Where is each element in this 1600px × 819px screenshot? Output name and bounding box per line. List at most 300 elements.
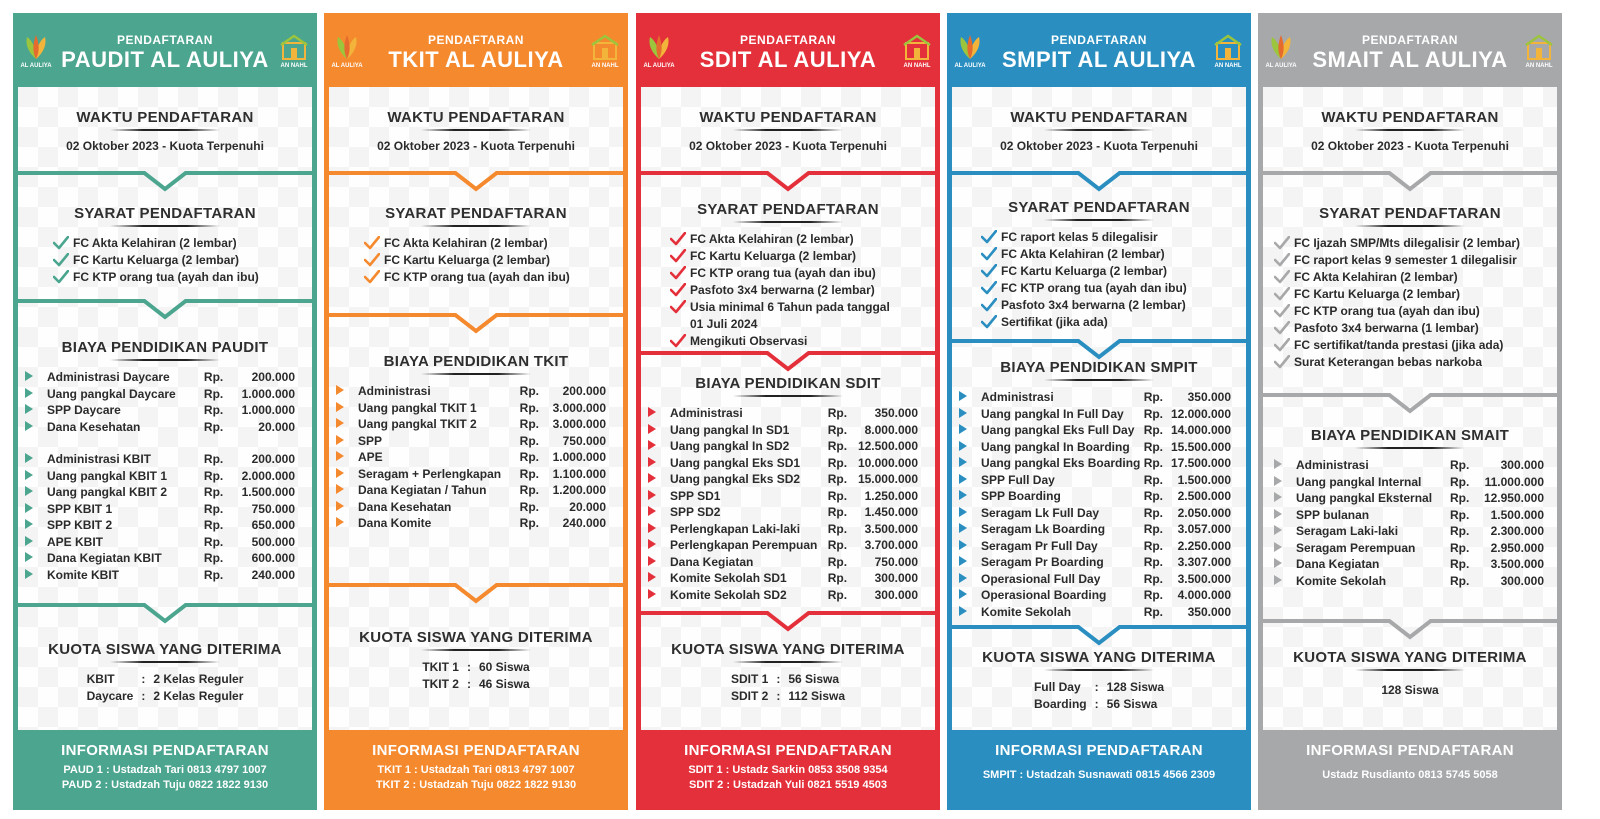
- fee-row: [1274, 507, 1544, 524]
- fee-label: Uang pangkal In Boarding: [981, 439, 1130, 454]
- fee-amount: 300.000: [1500, 458, 1544, 472]
- arrow-bullet-icon: [336, 482, 358, 499]
- fee-label: Uang pangkal Eks SD2: [670, 472, 801, 486]
- kuota-row: [1030, 679, 1168, 696]
- panel-tkit: [324, 13, 628, 810]
- waktu-date: 02 Oktober 2023 - Kuota Terpenuhi: [1311, 139, 1509, 153]
- fee-table: [336, 383, 606, 532]
- biaya-title: BIAYA PENDIDIKAN SMPIT: [1000, 359, 1198, 376]
- panel-header: [324, 13, 628, 87]
- arrow-bullet-icon: [1274, 507, 1296, 524]
- logo-caption: AL AULIYA: [1265, 63, 1297, 69]
- fee-label: APE: [358, 450, 383, 464]
- fee-label: Uang pangkal TKIT 2: [358, 417, 477, 431]
- fee-row: [648, 587, 918, 604]
- header-pre: PENDAFTARAN: [1051, 33, 1147, 47]
- arrow-bullet-icon: [648, 405, 670, 422]
- arrow-bullet-icon: [648, 504, 670, 521]
- kuota-section: [636, 641, 940, 705]
- biaya-section: [947, 359, 1251, 620]
- fee-amount: 600.000: [251, 551, 295, 565]
- fee-label: SPP Daycare: [47, 403, 121, 417]
- fee-currency: Rp.: [519, 516, 539, 530]
- arrow-bullet-icon: [648, 471, 670, 488]
- arrow-bullet-icon: [25, 501, 47, 518]
- fee-row: [959, 439, 1231, 456]
- fee-label: Operasional Full Day: [981, 571, 1101, 586]
- fee-row: [336, 449, 606, 466]
- arrow-bullet-icon: [25, 386, 47, 403]
- fee-currency: Rp.: [203, 452, 224, 466]
- panel-header: [636, 13, 940, 87]
- check-icon: [364, 236, 380, 250]
- arrow-bullet-icon: [959, 604, 981, 621]
- syarat-text: FC KTP orang tua (ayah dan ibu): [1001, 281, 1187, 295]
- fee-row: [959, 472, 1231, 489]
- fee-label: Seragam Laki-laki: [1296, 524, 1399, 538]
- fee-amount: 240.000: [251, 567, 295, 582]
- fee-currency: Rp.: [519, 400, 539, 415]
- fee-amount: 300.000: [1500, 573, 1544, 588]
- leaf-logo-icon: [1264, 33, 1298, 71]
- title-underline: [1355, 129, 1465, 131]
- fee-currency: Rp.: [1143, 522, 1164, 536]
- fee-amount: 240.000: [562, 516, 606, 530]
- title-underline: [733, 661, 843, 663]
- info-contact: Ustadz Rusdianto 0813 5745 5058: [1322, 769, 1498, 781]
- syarat-item: [670, 282, 940, 299]
- biaya-section: [636, 375, 940, 603]
- syarat-text: FC KTP orang tua (ayah dan ibu): [73, 270, 259, 284]
- fee-currency: Rp.: [519, 417, 539, 431]
- leaf-logo-icon: [953, 33, 987, 71]
- fee-row: [1274, 490, 1544, 507]
- panel-paud: [13, 13, 317, 810]
- arrow-bullet-icon: [959, 505, 981, 522]
- fee-currency: Rp.: [203, 370, 224, 384]
- waktu-date: 02 Oktober 2023 - Kuota Terpenuhi: [1000, 139, 1198, 153]
- check-icon: [1274, 236, 1290, 250]
- fee-label: Uang pangkal KBIT 2: [47, 485, 168, 499]
- chevron-divider-icon: [636, 171, 940, 193]
- title-underline: [1044, 129, 1154, 131]
- syarat-text: FC Kartu Keluarga (2 lembar): [690, 249, 857, 263]
- fee-label: SPP: [358, 433, 383, 448]
- fee-amount: 3.000.000: [552, 417, 606, 431]
- arrow-bullet-icon: [25, 567, 47, 584]
- logo-caption: AN NAHL: [903, 63, 931, 69]
- panel-header: [1258, 13, 1562, 87]
- kuota-label: TKIT 1: [422, 660, 459, 674]
- info-title: INFORMASI PENDAFTARAN: [61, 742, 269, 759]
- fee-amount: 750.000: [251, 501, 295, 516]
- kuota-value: 56 Siswa: [788, 672, 840, 686]
- fee-amount: 1.100.000: [552, 466, 606, 481]
- check-icon: [364, 253, 380, 267]
- fee-currency: Rp.: [203, 518, 224, 532]
- arrow-bullet-icon: [648, 455, 670, 472]
- kuota-value: 112 Siswa: [788, 689, 846, 703]
- fee-row: [25, 419, 295, 436]
- biaya-title: BIAYA PENDIDIKAN TKIT: [383, 353, 569, 370]
- fee-currency: Rp.: [827, 488, 848, 503]
- arrow-bullet-icon: [25, 451, 47, 468]
- fee-row: [25, 369, 295, 386]
- logo-caption: AL AULIYA: [954, 63, 986, 69]
- title-underline: [733, 129, 843, 131]
- arrow-bullet-icon: [25, 484, 47, 501]
- arrow-bullet-icon: [648, 587, 670, 604]
- fee-currency: Rp.: [1143, 472, 1164, 487]
- syarat-text: 01 Juli 2024: [690, 317, 758, 331]
- arrow-bullet-icon: [959, 554, 981, 571]
- fee-currency: Rp.: [827, 472, 848, 486]
- syarat-item: [670, 231, 940, 248]
- title-underline: [1355, 447, 1465, 449]
- chevron-divider-icon: [947, 171, 1251, 193]
- fee-label: Administrasi: [981, 390, 1054, 404]
- syarat-title: SYARAT PENDAFTARAN: [385, 205, 567, 222]
- fee-row: [648, 521, 918, 538]
- kuota-label: Boarding: [1033, 697, 1087, 711]
- fee-amount: 3.500.000: [1490, 557, 1544, 571]
- check-icon: [1274, 321, 1290, 335]
- fee-currency: Rp.: [1143, 406, 1164, 421]
- kuota-row: [83, 688, 248, 705]
- kuota-sep: :: [776, 689, 781, 703]
- kuota-sep: :: [776, 672, 781, 686]
- arrow-bullet-icon: [1274, 457, 1296, 474]
- fee-row: [336, 383, 606, 400]
- arrow-bullet-icon: [959, 389, 981, 406]
- info-footer: [1258, 730, 1562, 810]
- waktu-section: [636, 109, 940, 153]
- check-icon: [670, 283, 686, 297]
- fee-currency: Rp.: [827, 406, 848, 420]
- fee-currency: Rp.: [1143, 505, 1164, 520]
- title-underline: [733, 221, 843, 223]
- fee-label: Seragam + Perlengkapan: [358, 466, 502, 481]
- fee-row: [648, 471, 918, 488]
- waktu-date: 02 Oktober 2023 - Kuota Terpenuhi: [377, 139, 575, 153]
- title-underline: [1044, 669, 1154, 671]
- fee-amount: 200.000: [251, 370, 295, 384]
- fee-label: Komite Sekolah: [1296, 573, 1387, 588]
- arrow-bullet-icon: [648, 521, 670, 538]
- fee-label: Uang pangkal Eksternal: [1296, 491, 1433, 505]
- chevron-divider-icon: [947, 625, 1251, 647]
- fee-currency: Rp.: [827, 422, 848, 437]
- fee-row: [336, 466, 606, 483]
- fee-label: Administrasi Daycare: [47, 370, 170, 384]
- fee-row: [25, 567, 295, 584]
- title-underline: [110, 359, 220, 361]
- fee-currency: Rp.: [1143, 538, 1164, 553]
- fee-table: [648, 405, 918, 603]
- fee-amount: 300.000: [874, 587, 918, 602]
- arrow-bullet-icon: [648, 438, 670, 455]
- syarat-item: [364, 252, 628, 269]
- fee-row: [25, 402, 295, 419]
- kuota-row: [1030, 696, 1168, 713]
- arrow-bullet-icon: [25, 419, 47, 436]
- syarat-item: [1274, 303, 1562, 320]
- kuota-title: KUOTA SISWA YANG DITERIMA: [982, 649, 1216, 666]
- syarat-text: FC Akta Kelahiran (2 lembar): [73, 236, 237, 250]
- fee-currency: Rp.: [1450, 507, 1470, 522]
- fee-currency: Rp.: [203, 386, 224, 401]
- syarat-section: [947, 199, 1251, 331]
- syarat-item: [1274, 286, 1562, 303]
- syarat-item: [1274, 269, 1562, 286]
- syarat-item: [981, 314, 1251, 331]
- arrow-bullet-icon: [959, 472, 981, 489]
- syarat-text: Mengikuti Observasi: [690, 334, 808, 348]
- title-underline: [421, 129, 531, 131]
- info-footer: [13, 730, 317, 810]
- panel-smait: [1258, 13, 1562, 810]
- syarat-item: [981, 280, 1251, 297]
- check-icon: [981, 281, 997, 295]
- logo-caption: AN NAHL: [280, 63, 308, 69]
- kuota-label: SDIT 1: [730, 672, 769, 686]
- check-icon: [670, 232, 686, 246]
- fee-amount: 14.000.000: [1170, 423, 1231, 437]
- fee-label: SPP bulanan: [1296, 507, 1370, 522]
- waktu-section: [13, 109, 317, 153]
- title-underline: [1355, 225, 1465, 227]
- fee-label: Uang pangkal In Full Day: [981, 406, 1124, 421]
- syarat-item: [670, 248, 940, 265]
- fee-amount: 10.000.000: [857, 455, 918, 470]
- fee-row: [336, 482, 606, 499]
- fee-label: Komite Sekolah: [981, 604, 1072, 619]
- fee-currency: Rp.: [827, 571, 848, 585]
- fee-row: [25, 501, 295, 518]
- fee-currency: Rp.: [519, 483, 539, 497]
- fee-currency: Rp.: [1143, 390, 1164, 404]
- fee-amount: 3.000.000: [552, 400, 606, 415]
- fee-label: Uang pangkal Eks Boarding: [981, 456, 1141, 470]
- fee-amount: 300.000: [874, 571, 918, 585]
- fee-label: Komite KBIT: [47, 567, 119, 582]
- fee-amount: 4.000.000: [1177, 588, 1231, 602]
- fee-label: Dana Kesehatan: [358, 499, 452, 514]
- syarat-item: [364, 269, 628, 286]
- info-contact: PAUD 2 : Ustadzah Tuju 0822 1822 9130: [61, 779, 269, 791]
- fee-table: [25, 369, 295, 583]
- fee-label: SPP SD1: [670, 488, 721, 503]
- check-icon: [53, 236, 69, 250]
- chevron-divider-icon: [947, 339, 1251, 361]
- fee-row: [336, 416, 606, 433]
- arrow-bullet-icon: [648, 554, 670, 571]
- syarat-text: FC KTP orang tua (ayah dan ibu): [384, 270, 570, 284]
- info-contact: SDIT 1 : Ustadz Sarkin 0853 3508 9354: [688, 764, 888, 776]
- panel-smpit: [947, 13, 1251, 810]
- fee-label: SPP KBIT 2: [47, 518, 113, 532]
- waktu-title: WAKTU PENDAFTARAN: [1321, 109, 1499, 126]
- kuota-section: [1258, 649, 1562, 697]
- fee-amount: 15.000.000: [857, 472, 918, 486]
- check-icon: [981, 264, 997, 278]
- arrow-bullet-icon: [336, 449, 358, 466]
- leaf-logo-icon: [19, 33, 53, 71]
- kuota-value: 128 Siswa: [1106, 680, 1165, 694]
- title-underline: [1044, 379, 1154, 381]
- fee-amount: 650.000: [251, 518, 295, 532]
- fee-amount: 200.000: [562, 384, 606, 398]
- syarat-text: Pasfoto 3x4 berwarna (2 lembar): [690, 283, 875, 297]
- fee-amount: 20.000: [258, 419, 295, 434]
- fee-currency: Rp.: [1143, 439, 1164, 454]
- syarat-text: FC raport kelas 9 semester 1 dilegalisir: [1294, 253, 1517, 267]
- kuota-value: 2 Kelas Reguler: [153, 672, 244, 686]
- syarat-item: [670, 333, 940, 350]
- syarat-text: FC Kartu Keluarga (2 lembar): [1001, 264, 1168, 278]
- fee-amount: 500.000: [251, 534, 295, 549]
- fee-amount: 1.500.000: [1490, 507, 1544, 522]
- fee-amount: 750.000: [562, 433, 606, 448]
- check-icon: [670, 334, 686, 348]
- chevron-divider-icon: [324, 583, 628, 605]
- fee-amount: 350.000: [874, 406, 918, 420]
- kuota-section: [324, 629, 628, 693]
- syarat-text: FC Ijazah SMP/Mts dilegalisir (2 lembar): [1294, 236, 1521, 250]
- check-icon: [364, 270, 380, 284]
- arrow-bullet-icon: [25, 517, 47, 534]
- fee-label: Dana Komite: [358, 516, 432, 530]
- fee-row: [1274, 556, 1544, 573]
- syarat-list: [1258, 235, 1562, 371]
- title-underline: [1355, 669, 1465, 671]
- fee-row: [336, 515, 606, 532]
- arrow-bullet-icon: [959, 521, 981, 538]
- fee-currency: Rp.: [1143, 423, 1164, 437]
- check-icon: [670, 249, 686, 263]
- syarat-item: [981, 246, 1251, 263]
- title-underline: [110, 129, 220, 131]
- syarat-list: [324, 235, 628, 286]
- check-icon: [1274, 253, 1290, 267]
- fee-amount: 750.000: [874, 554, 918, 569]
- kuota-label: SDIT 2: [730, 689, 769, 703]
- kuota-sep: :: [1094, 680, 1099, 694]
- biaya-section: [1258, 427, 1562, 589]
- arrow-bullet-icon: [1274, 523, 1296, 540]
- building-logo-icon: [277, 33, 311, 71]
- syarat-text: FC KTP orang tua (ayah dan ibu): [690, 266, 876, 280]
- kuota-title: KUOTA SISWA YANG DITERIMA: [359, 629, 593, 646]
- kuota-title: KUOTA SISWA YANG DITERIMA: [48, 641, 282, 658]
- kuota-value: 128 Siswa: [1381, 683, 1439, 697]
- fee-row: [959, 604, 1231, 621]
- syarat-section: [13, 205, 317, 286]
- fee-row: [1274, 540, 1544, 557]
- syarat-text: FC raport kelas 5 dilegalisir: [1001, 230, 1158, 244]
- fee-currency: Rp.: [1450, 573, 1470, 588]
- kuota-sep: :: [141, 672, 146, 686]
- arrow-bullet-icon: [648, 488, 670, 505]
- kuota-row: [727, 688, 849, 705]
- fee-label: Uang pangkal Daycare: [47, 386, 176, 401]
- syarat-text: Surat Keterangan bebas narkoba: [1294, 355, 1483, 369]
- header-pre: PENDAFTARAN: [117, 33, 213, 47]
- info-contact: TKIT 1 : Ustadzah Tari 0813 4797 1007: [377, 764, 575, 776]
- kuota-sep: :: [141, 689, 146, 703]
- fee-row: [1274, 523, 1544, 540]
- info-contact: SMPIT : Ustadzah Susnawati 0815 4566 2309: [982, 769, 1216, 781]
- fee-row: [959, 455, 1231, 472]
- check-icon: [670, 300, 686, 314]
- syarat-text: Usia minimal 6 Tahun pada tanggal: [690, 300, 890, 314]
- fee-row: [648, 554, 918, 571]
- fee-row: [648, 488, 918, 505]
- fee-label: SPP KBIT 1: [47, 501, 113, 516]
- fee-currency: Rp.: [1450, 557, 1470, 571]
- kuota-row: [418, 659, 533, 676]
- fee-currency: Rp.: [827, 439, 848, 453]
- arrow-bullet-icon: [1274, 540, 1296, 557]
- kuota-title: KUOTA SISWA YANG DITERIMA: [1293, 649, 1527, 666]
- fee-row: [1274, 457, 1544, 474]
- fee-label: Administrasi KBIT: [47, 452, 152, 466]
- info-title: INFORMASI PENDAFTARAN: [1306, 742, 1514, 759]
- check-icon: [53, 270, 69, 284]
- fee-label: Uang pangkal Internal: [1296, 474, 1422, 489]
- fee-currency: Rp.: [1450, 491, 1470, 505]
- fee-amount: 12.950.000: [1483, 491, 1544, 505]
- syarat-section: [324, 205, 628, 286]
- arrow-bullet-icon: [336, 416, 358, 433]
- fee-amount: 3.057.000: [1177, 522, 1231, 536]
- school-name: SDIT AL AULIYA: [699, 47, 877, 72]
- fee-currency: Rp.: [203, 468, 224, 483]
- fee-label: Seragam Pr Full Day: [981, 538, 1098, 553]
- leaf-logo-icon: [330, 33, 364, 71]
- info-footer: [324, 730, 628, 810]
- fee-row: [959, 406, 1231, 423]
- arrow-bullet-icon: [959, 439, 981, 456]
- kuota-table: [1030, 679, 1168, 713]
- fee-amount: 1.450.000: [864, 505, 918, 519]
- syarat-text: FC Akta Kelahiran (2 lembar): [1001, 247, 1165, 261]
- fee-row: [336, 499, 606, 516]
- title-underline: [733, 395, 843, 397]
- biaya-title: BIAYA PENDIDIKAN SMAIT: [1310, 427, 1510, 444]
- syarat-title: SYARAT PENDAFTARAN: [1008, 199, 1190, 216]
- arrow-bullet-icon: [959, 571, 981, 588]
- title-underline: [421, 225, 531, 227]
- syarat-item: [1274, 235, 1562, 252]
- fee-row: [25, 550, 295, 567]
- waktu-date: 02 Oktober 2023 - Kuota Terpenuhi: [66, 139, 264, 153]
- fee-amount: 2.950.000: [1490, 540, 1544, 555]
- fee-amount: 11.000.000: [1484, 474, 1544, 489]
- fee-label: Dana Kegiatan: [1296, 557, 1380, 571]
- fee-label: Administrasi: [358, 384, 431, 398]
- fee-row: [959, 505, 1231, 522]
- fee-amount: 2.300.000: [1490, 524, 1544, 538]
- syarat-item: [981, 263, 1251, 280]
- info-contact: SDIT 2 : Ustadzah Yuli 0821 5519 4503: [689, 779, 887, 791]
- fee-label: Operasional Boarding: [981, 588, 1107, 602]
- syarat-item: [53, 235, 317, 252]
- fee-label: Dana Kegiatan: [670, 554, 754, 569]
- waktu-title: WAKTU PENDAFTARAN: [699, 109, 877, 126]
- fee-row: [959, 587, 1231, 604]
- info-footer: [947, 730, 1251, 810]
